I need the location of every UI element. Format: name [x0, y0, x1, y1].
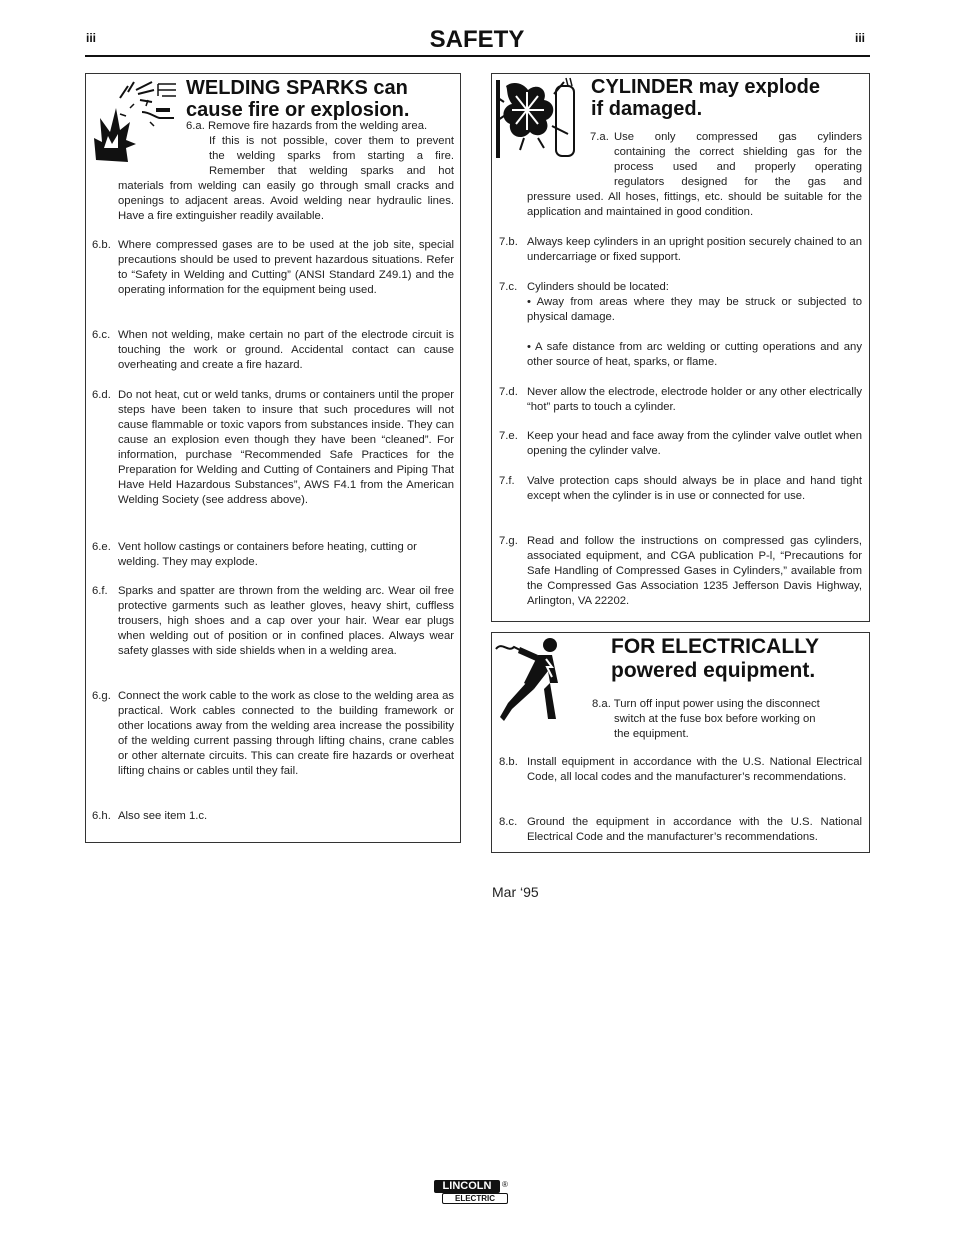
revision-date: Mar ‘95 — [492, 884, 539, 900]
item-6c — [92, 328, 454, 378]
item-6e — [92, 540, 454, 574]
item-6g — [92, 689, 454, 799]
page-title: SAFETY — [429, 26, 525, 53]
item-6a-line3: the welding sparks from starting a fire. — [209, 150, 454, 162]
page-number-right: iii — [855, 31, 866, 45]
item-7a-line2: containing the correct shielding gas for the — [614, 146, 862, 158]
welding-sparks-heading-line1: WELDING SPARKS can — [186, 77, 408, 99]
cylinder-section — [491, 73, 870, 622]
welding-sparks-section — [85, 73, 461, 843]
item-7g-text: Read and follow the instructions on compressed gas cylinders, associated equipment, and CGA publication P-l, “Precautions for Safe Handling of Compressed Gases in Cylinders,” available from the Compressed Gas Association 1235 Jefferson Davis Highway, Arlington, VA 22202. — [527, 535, 862, 607]
item-8c-text: Ground the equipment in accordance with the U.S. National Electrical Code and the manufacturer’s recommendations. — [527, 816, 862, 843]
cylinder-heading — [591, 76, 820, 121]
item-6h — [92, 809, 454, 827]
item-8c — [499, 815, 862, 847]
welding-sparks-explosion-icon — [90, 78, 180, 164]
title-divider — [85, 55, 870, 57]
cylinder-heading-line1: CYLINDER may explode — [591, 76, 820, 98]
item-6b — [92, 238, 454, 318]
item-6h-number: 6.h. — [92, 810, 111, 822]
item-6d-number: 6.d. — [92, 389, 111, 401]
electrical-heading-line1: FOR ELECTRICALLY — [611, 635, 820, 658]
logo-bottom-text: ELECTRIC — [442, 1193, 508, 1204]
page-number-left: iii — [86, 31, 97, 45]
item-6f-text: Sparks and spatter are thrown from the welding arc. Wear oil free protective garments such as leather gloves, heavy shirt, cuffless trousers, high shoes and a cap over your hair. Wear ear plugs when welding out of position or in confined places. Always wear safety glasses with side shields when in a welding area. — [118, 585, 454, 657]
electrical-heading — [611, 635, 819, 682]
item-6b-text: Where compressed gases are to be used at the job site, special precautions should be used to prevent hazardous situations. Refer to “Safety in Welding and Cutting” (ANSI Standard Z49.1) and the operating information for the equipment being used. — [118, 239, 454, 296]
item-8a-line3: the equipment. — [614, 728, 689, 740]
item-6e-text: Vent hollow castings or containers before heating, cutting or welding. They may explode. — [118, 541, 417, 568]
item-7b-text: Always keep cylinders in an upright position securely chained to an undercarriage or fixed support. — [527, 236, 862, 263]
item-8a-line1: 8.a. Turn off input power using the disconnect — [592, 698, 820, 710]
item-7e-number: 7.e. — [499, 430, 518, 442]
item-7c-bullet-1: • Away from areas where they may be struck or subjected to physical damage. — [527, 296, 862, 323]
item-6c-text: When not welding, make certain no part of the electrode circuit is touching the work or ground. Accidental contact can cause overheating and create a fire hazard. — [118, 329, 454, 371]
logo-top-text: LINCOLN — [434, 1180, 500, 1193]
item-7c-text: Cylinders should be located: — [527, 281, 669, 293]
item-7b-number: 7.b. — [499, 236, 518, 248]
item-7g-number: 7.g. — [499, 535, 518, 547]
cylinder-heading-line2: if damaged. — [591, 98, 703, 121]
item-6a-line2: If this is not possible, cover them to prevent — [209, 135, 454, 147]
item-7d-text: Never allow the electrode, electrode holder or any other electrically “hot” parts to touch a cylinder. — [527, 386, 862, 413]
item-6b-number: 6.b. — [92, 239, 111, 251]
welding-sparks-heading-line2: cause fire or explosion. — [186, 99, 410, 122]
item-7e — [499, 429, 862, 461]
item-6d-text: Do not heat, cut or weld tanks, drums or containers until the proper steps have been taken to insure that such procedures will not cause flammable or toxic vapors from substances inside. They can cause an explosion even though they have been “cleaned”. For information, purchase “Recommended Safe Practices for the Preparation for Welding and Cutting of Containers and Piping That Have Held Hazardous Substances”, AWS F4.1 from the American Welding Society (see address above). — [118, 389, 454, 506]
item-7f — [499, 474, 862, 522]
item-6f — [92, 584, 454, 679]
item-7c-bullet-2: • A safe distance from arc welding or cutting operations and any other source of heat, sparks, or flame. — [527, 341, 862, 368]
item-7d-number: 7.d. — [499, 386, 518, 398]
logo-registered-mark: ® — [502, 1180, 508, 1189]
item-7a-line1: Use only compressed gas cylinders — [614, 131, 862, 143]
item-6h-text: Also see item 1.c. — [118, 810, 208, 822]
item-7g — [499, 534, 862, 612]
electrical-section — [491, 632, 870, 853]
item-7e-text: Keep your head and face away from the cylinder valve outlet when opening the cylinder valve. — [527, 430, 862, 457]
item-7f-text: Valve protection caps should always be in place and hand tight except when the cylinder is in use or connected for use. — [527, 475, 862, 502]
item-7c-number: 7.c. — [499, 281, 518, 293]
item-6g-number: 6.g. — [92, 690, 111, 702]
item-7a-line3: process used and properly operating — [614, 161, 862, 173]
item-6c-number: 6.c. — [92, 329, 111, 341]
item-7d — [499, 385, 862, 417]
item-6e-number: 6.e. — [92, 541, 111, 553]
item-8b — [499, 755, 862, 803]
item-8c-number: 8.c. — [499, 816, 518, 828]
item-6a-rest: materials from welding can easily go through small cracks and openings to adjacent areas. Avoid welding near hydraulic lines. Have a fire extinguisher readily available. — [118, 180, 454, 222]
item-7b — [499, 235, 862, 267]
lincoln-electric-logo — [434, 1180, 510, 1206]
item-6g-text: Connect the work cable to the work as close to the welding area as practical. Work cables connected to the building framework or other locations away from the welding area increase the possibility of the welding current passing through lifting chains, crane cables or other alternate circuits. This can create fire hazards or overheat lifting chains or cables until they fail. — [118, 690, 454, 777]
item-6d — [92, 388, 454, 528]
electric-shock-icon — [494, 637, 580, 723]
item-8b-text: Install equipment in accordance with the U.S. National Electrical Code, all local codes and the manufacturer’s recommendations. — [527, 756, 862, 783]
item-6a-line4: Remember that welding sparks and hot — [209, 165, 454, 177]
item-8b-number: 8.b. — [499, 756, 518, 768]
item-7a-line4: regulators designed for the gas and — [614, 176, 862, 188]
item-6f-number: 6.f. — [92, 585, 108, 597]
item-7f-number: 7.f. — [499, 475, 515, 487]
electrical-heading-line2: powered equipment. — [611, 658, 816, 682]
item-8a-line2: switch at the fuse box before working on — [614, 713, 816, 725]
item-7a-rest: pressure used. All hoses, fittings, etc. should be suitable for the application and maintained in good condition. — [527, 191, 862, 218]
item-6a-line1: 6.a. Remove fire hazards from the welding area. — [186, 120, 428, 132]
welding-sparks-heading — [186, 77, 409, 122]
exploding-cylinder-icon — [494, 76, 584, 160]
item-7a-number: 7.a. — [590, 131, 609, 143]
